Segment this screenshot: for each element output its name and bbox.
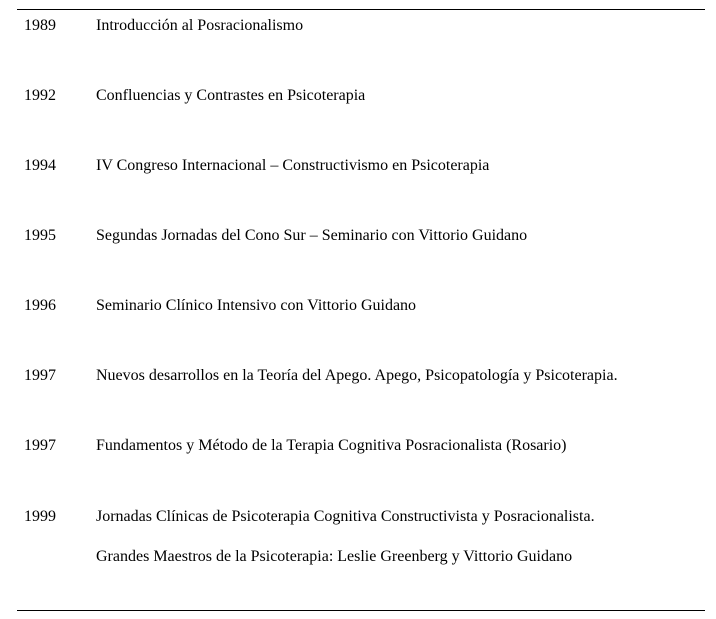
row-title: Segundas Jornadas del Cono Sur – Seminario con Vittorio Guidano xyxy=(96,227,528,244)
row-year: 1995 xyxy=(24,227,56,244)
row-year: 1997 xyxy=(24,367,56,384)
row-title: IV Congreso Internacional – Constructivismo en Psicoterapia xyxy=(96,157,490,174)
row-year: 1994 xyxy=(24,157,56,174)
row-year: 1999 xyxy=(24,508,56,525)
row-year: 1989 xyxy=(24,17,56,34)
row-year: 1997 xyxy=(24,437,56,454)
row-title: Confluencias y Contrastes en Psicoterapia xyxy=(96,87,366,104)
row-title: Fundamentos y Método de la Terapia Cognitiva Posracionalista (Rosario) xyxy=(96,437,567,454)
row-title-line2: Grandes Maestros de la Psicoterapia: Leslie Greenberg y Vittorio Guidano xyxy=(96,548,573,565)
row-year: 1992 xyxy=(24,87,56,104)
row-title: Nuevos desarrollos en la Teoría del Apego. Apego, Psicopatología y Psicoterapia. xyxy=(96,367,618,384)
row-year: 1996 xyxy=(24,297,56,314)
table-top-rule xyxy=(17,9,705,10)
table-bottom-rule xyxy=(17,610,705,611)
row-title: Introducción al Posracionalismo xyxy=(96,17,304,34)
row-title: Seminario Clínico Intensivo con Vittorio Guidano xyxy=(96,297,417,314)
row-title: Jornadas Clínicas de Psicoterapia Cognitiva Constructivista y Posracionalista. xyxy=(96,508,595,525)
